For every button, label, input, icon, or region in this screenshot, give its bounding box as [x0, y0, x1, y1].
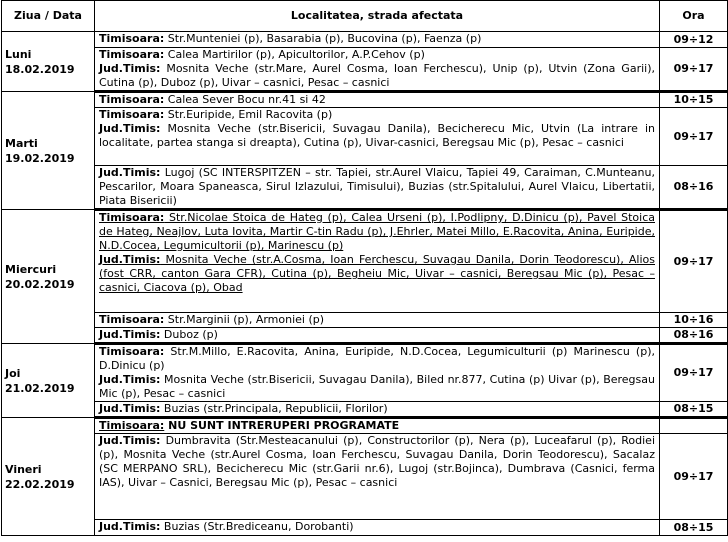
- day-name: Luni: [5, 47, 32, 61]
- area-prefix: Jud.Timis:: [99, 520, 161, 533]
- affected-streets: Str.Euripide, Emil Racovita (p): [164, 108, 333, 121]
- affected-streets: Duboz (p): [160, 328, 218, 341]
- day-name: Miercuri: [5, 262, 57, 276]
- area-prefix: Jud.Timis:: [99, 373, 161, 386]
- table-row: [2, 92, 728, 108]
- affected-streets: Calea Martirilor (p), Apicultorilor, A.P.Cehov (p): [164, 48, 425, 61]
- area-prefix: Jud.Timis:: [99, 434, 161, 447]
- header-row: [2, 1, 728, 32]
- location-cell: [95, 32, 660, 48]
- location-cell: [95, 313, 660, 328]
- time-cell: 09÷17: [660, 48, 728, 92]
- time-cell: 09÷17: [660, 210, 728, 313]
- day-name: Joi: [5, 366, 21, 380]
- time-cell: [660, 418, 728, 434]
- affected-streets: Mosnita Veche (str.Bisericii, Suvagau Danila), Biled nr.877, Cutina (p) Uivar (p), Beregsau Mic (p), Pesac – casnici: [99, 373, 655, 400]
- location-cell: [95, 48, 660, 92]
- table-row: [2, 418, 728, 434]
- table-row: [2, 328, 728, 344]
- area-prefix: Timisoara:: [99, 32, 165, 45]
- affected-streets: Str.M.Millo, E.Racovita, Anina, Euripide, N.D.Cocea, Legumiculturii (p) Marinescu (p), D.Dinicu (p): [99, 345, 655, 372]
- time-cell: 09÷12: [660, 32, 728, 48]
- location-cell: [95, 108, 660, 166]
- area-prefix: Timisoara:: [99, 93, 165, 106]
- area-prefix: Jud.Timis:: [99, 328, 161, 341]
- affected-streets: Buzias (Str.Brediceanu, Dorobanti): [160, 520, 354, 533]
- area-prefix: Jud.Timis:: [99, 62, 161, 75]
- time-cell: 08÷16: [660, 166, 728, 210]
- area-prefix: Timisoara:: [99, 48, 165, 61]
- header-location: Localitatea, strada afectata: [95, 1, 660, 32]
- affected-streets: Str.Nicolae Stoica de Hateg (p), Calea Urseni (p), I.Podlipny, D.Dinicu (p), Pavel Stoica de Hateg, Neajlov, Luta Iovita, Martir C-tin Radu (p), J.Ehrler, Matei Millo, E.Racovita, Anina, Euripide, N.D.Cocea, Legumicultorii (p), Marinescu (p): [99, 211, 655, 252]
- area-prefix: Jud.Timis:: [99, 122, 161, 135]
- day-date: 18.02.2019: [5, 62, 75, 76]
- header-day-date: Ziua / Data: [2, 1, 95, 32]
- day-name: Marti: [5, 136, 38, 150]
- affected-streets: Str.Marginii (p), Armoniei (p): [164, 313, 325, 326]
- day-cell-luni: [2, 32, 95, 92]
- area-prefix: Jud.Timis:: [99, 402, 161, 415]
- table-row: [2, 166, 728, 210]
- location-cell: [95, 92, 660, 108]
- no-interruptions-notice: NU SUNT INTRERUPERI PROGRAMATE: [164, 419, 400, 432]
- area-prefix: Timisoara:: [99, 211, 165, 224]
- affected-streets: Buzias (str.Principala, Republicii, Florilor): [160, 402, 388, 415]
- location-cell: [95, 418, 660, 434]
- day-cell-vineri: [2, 418, 95, 536]
- affected-streets: Mosnita Veche (str.Mare, Aurel Cosma, Ioan Ferchescu), Unip (p), Utvin (Zona Garii), Cutina (p), Duboz (p), Uivar – casnici, Pesac – casnici: [99, 62, 655, 89]
- location-cell: [95, 520, 660, 536]
- time-cell: 08÷15: [660, 402, 728, 418]
- affected-streets: Mosnita Veche (str.Bisericii, Suvagau Danila), Becicherecu Mic, Utvin (La intrare in localitate, partea stanga si dreapta), Cutina (p), Uivar-casnici, Beregsau Mic (p), Pesac – casnici: [99, 122, 655, 149]
- table-row: [2, 210, 728, 313]
- table-row: [2, 108, 728, 166]
- time-cell: 10÷15: [660, 92, 728, 108]
- affected-streets: Dumbravita (Str.Mesteacanului (p), Constructorilor (p), Nera (p), Luceafarul (p), Rodiei (p), Mosnita Veche (str.Aurel Cosma, Ioan Ferchescu, Suvagau Danila, Dorin Teodorescu), Sacalaz (SC MERPANO SRL), Becicherecu Mic (str.Garii nr.6), Lugoj (str.Bojinca), Dumbrava (Casnici, ferma IAS), Uivar – Casnici, Beregsau Mic (p), Pesac – casnici: [99, 434, 655, 489]
- day-cell-joi: [2, 344, 95, 418]
- area-prefix: Timisoara:: [99, 345, 165, 358]
- header-time: Ora: [660, 1, 728, 32]
- location-cell: [95, 166, 660, 210]
- day-date: 19.02.2019: [5, 151, 75, 165]
- time-cell: 09÷17: [660, 344, 728, 402]
- location-cell: [95, 210, 660, 313]
- area-prefix: Jud.Timis:: [99, 253, 161, 266]
- table-row: [2, 520, 728, 536]
- day-date: 20.02.2019: [5, 277, 75, 291]
- time-cell: 09÷17: [660, 108, 728, 166]
- time-cell: 09÷17: [660, 434, 728, 520]
- area-prefix: Timisoara:: [99, 108, 165, 121]
- table-row: [2, 313, 728, 328]
- table-row: [2, 402, 728, 418]
- area-prefix: Jud.Timis:: [99, 166, 161, 179]
- location-cell: [95, 344, 660, 402]
- table-row: [2, 434, 728, 520]
- day-name: Vineri: [5, 462, 42, 476]
- table-row: [2, 344, 728, 402]
- affected-streets: Calea Sever Bocu nr.41 si 42: [164, 93, 326, 106]
- table-row: [2, 32, 728, 48]
- location-cell: [95, 434, 660, 520]
- affected-streets: Mosnita Veche (str.A.Cosma, Ioan Ferchescu, Suvagau Danila, Dorin Teodorescu), Alios (fost CRR, canton Gara CFR), Cutina (p), Begheiu Mic, Uivar – casnici, Beregsau Mic (p), Pesac – casnici, Ciacova (p), Obad: [99, 253, 655, 294]
- affected-streets: Lugoj (SC INTERSPITZEN – str. Tapiei, str.Aurel Vlaicu, Tapiei 49, Caraiman, C.Munteanu, Pescarilor, Moara Spaneasca, Sirul Izlazului, Timisului), Buzias (str.Spitalului, Aurel Vlaicu, Libertatii, Piata Bisericii): [99, 166, 655, 207]
- table-row: [2, 48, 728, 92]
- area-prefix: Timisoara:: [99, 419, 165, 432]
- location-cell: [95, 402, 660, 418]
- time-cell: 08÷16: [660, 328, 728, 344]
- outage-schedule-table: [1, 0, 728, 536]
- time-cell: 08÷15: [660, 520, 728, 536]
- day-cell-miercuri: [2, 210, 95, 344]
- day-cell-marti: [2, 92, 95, 210]
- day-date: 22.02.2019: [5, 477, 75, 491]
- location-cell: [95, 328, 660, 344]
- day-date: 21.02.2019: [5, 381, 75, 395]
- area-prefix: Timisoara:: [99, 313, 165, 326]
- affected-streets: Str.Munteniei (p), Basarabia (p), Bucovina (p), Faenza (p): [164, 32, 482, 45]
- time-cell: 10÷16: [660, 313, 728, 328]
